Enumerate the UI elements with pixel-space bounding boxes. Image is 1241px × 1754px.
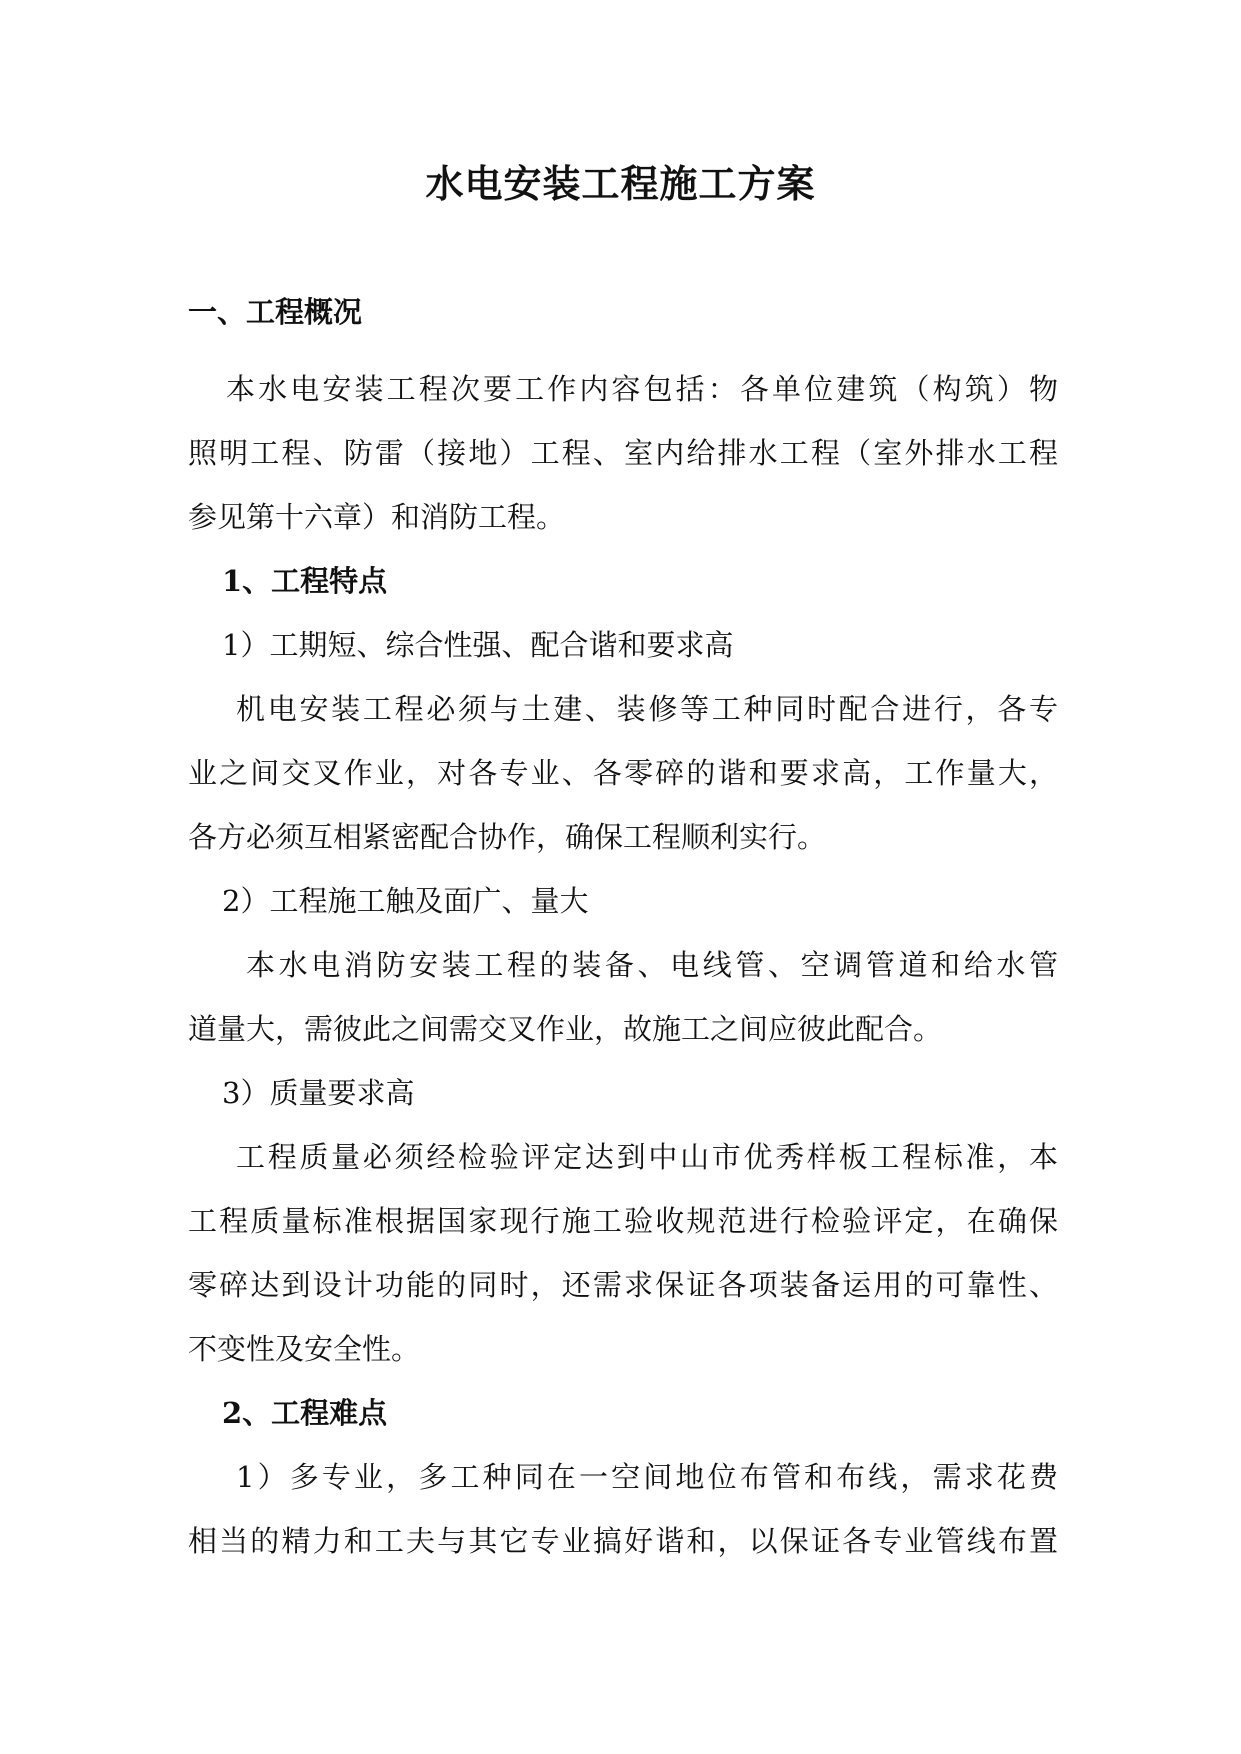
- subsection-heading-difficulties: 2、工程难点: [222, 1396, 388, 1430]
- paragraph-line: 工程质量标准根据国家现行施工验收规范进行检验评定，在确保: [188, 1204, 1058, 1238]
- item-heading: 2）工程施工触及面广、量大: [222, 884, 589, 918]
- paragraph-line: 各方必须互相紧密配合协作，确保工程顺利实行。: [188, 820, 827, 854]
- paragraph-line: 道量大，需彼此之间需交叉作业，故施工之间应彼此配合。: [188, 1012, 943, 1046]
- paragraph-line: 机电安装工程必须与土建、装修等工种同时配合进行，各专: [236, 692, 1058, 726]
- subsection-heading-features: 1、工程特点: [222, 564, 388, 598]
- paragraph-line: 相当的精力和工夫与其它专业搞好谐和，以保证各专业管线布置: [188, 1524, 1058, 1558]
- paragraph-line: 工程质量必须经检验评定达到中山市优秀样板工程标准，本: [236, 1140, 1058, 1174]
- paragraph-line: 照明工程、防雷（接地）工程、室内给排水工程（室外排水工程: [188, 436, 1058, 470]
- paragraph-line: 本水电消防安装工程的装备、电线管、空调管道和给水管: [246, 948, 1058, 982]
- document-body: [188, 357, 1058, 1573]
- item-heading: 3）质量要求高: [222, 1076, 415, 1110]
- paragraph-line: 业之间交叉作业，对各专业、各零碎的谐和要求高，工作量大，: [188, 756, 1058, 790]
- document-title: 水电安装工程施工方案: [425, 161, 816, 206]
- paragraph-line: 1）多专业，多工种同在一空间地位布管和布线，需求花费: [236, 1460, 1058, 1494]
- section-heading-overview: 一、工程概况: [188, 295, 363, 329]
- paragraph-line: 本水电安装工程次要工作内容包括：各单位建筑（构筑）物: [226, 372, 1058, 406]
- paragraph-line: 不变性及安全性。: [188, 1332, 421, 1366]
- paragraph-line: 参见第十六章）和消防工程。: [188, 500, 566, 534]
- item-heading: 1）工期短、综合性强、配合谐和要求高: [222, 628, 734, 662]
- paragraph-line: 零碎达到设计功能的同时，还需求保证各项装备运用的可靠性、: [188, 1268, 1058, 1302]
